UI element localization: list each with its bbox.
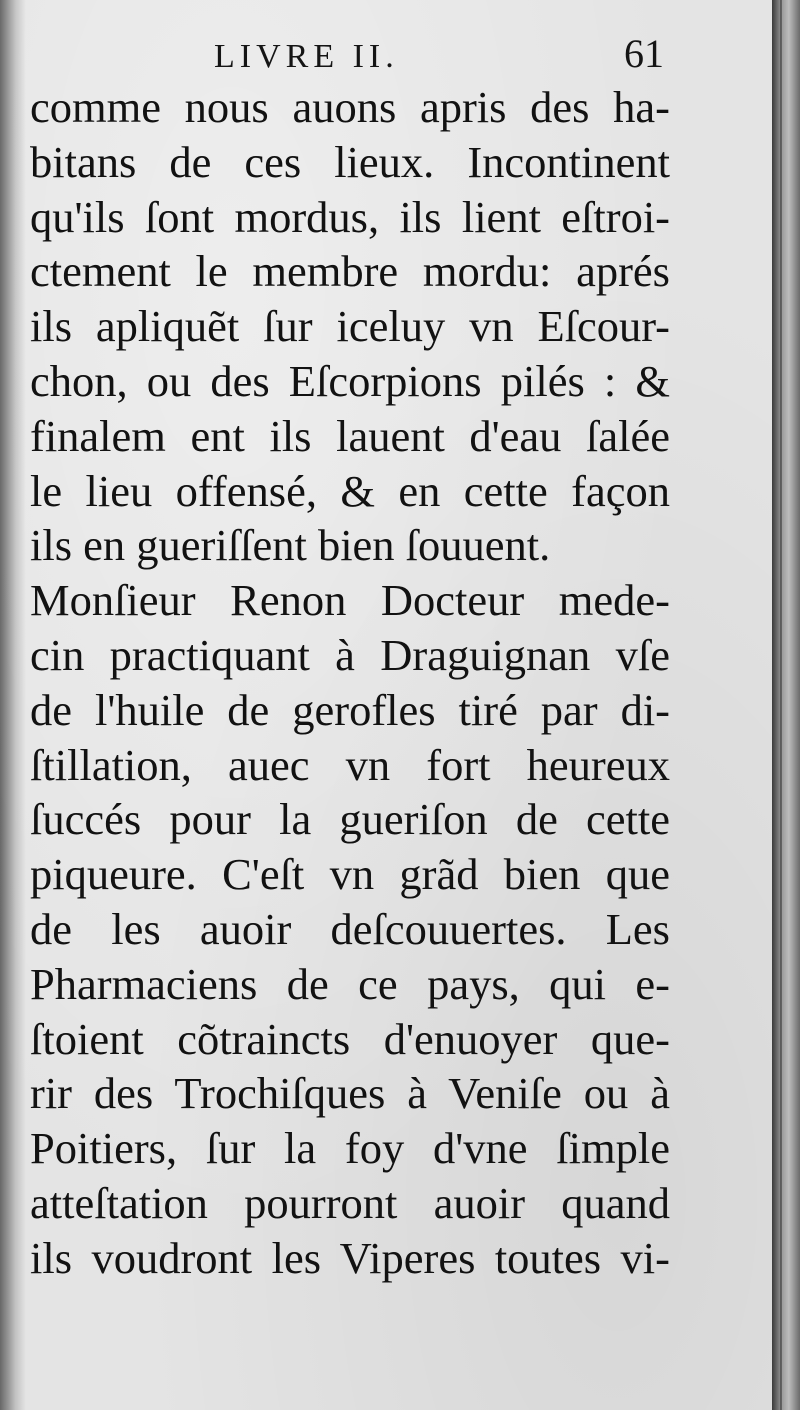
text-line: atteſtation pourront auoir quand (30, 1177, 670, 1228)
running-title: LIVRE II. (214, 38, 399, 75)
text-line: qu'ils ſont mordus, ils lient eſtroi- (30, 191, 670, 242)
text-line: ſuccés pour la gueriſon de cette (30, 794, 670, 845)
text-line: cin practiquant à Draguignan vſe (30, 629, 670, 680)
text-line: ſtillation, auec vn fort heureux (30, 739, 670, 790)
text-line: ils apliquẽt ſur iceluy vn Eſcour- (30, 301, 670, 352)
text-line: de les auoir deſcouuertes. Les (30, 903, 670, 954)
text-line: finalem ent ils lauent d'eau ſalée (30, 410, 670, 461)
text-line: le lieu offensé, & en cette façon (30, 465, 670, 516)
text-line: ils voudront les Viperes toutes vi- (30, 1232, 670, 1283)
text-line: Poitiers, ſur la foy d'vne ſimple (30, 1123, 670, 1174)
text-line: comme nous auons apris des ha- (30, 82, 670, 132)
text-line: ils en gueriſſent bien ſouuent. (30, 520, 551, 571)
page-header (30, 30, 670, 86)
text-line: ſtoient cõtraincts d'enuoyer que- (30, 1013, 670, 1064)
text-line: piqueure. C'eſt vn grãd bien que (30, 849, 670, 900)
text-line: rir des Trochiſques à Veniſe ou à (30, 1068, 670, 1119)
text-line: bitans de ces lieux. Incontinent (30, 136, 670, 187)
text-line: Pharmaciens de ce pays, qui e- (30, 958, 670, 1009)
page-edge (772, 0, 800, 1410)
text-line: ctement le membre mordu: aprés (30, 246, 670, 297)
text-line: de l'huile de gerofles tiré par di- (30, 684, 670, 735)
text-line: chon, ou des Eſcorpions pilés : & (30, 355, 670, 406)
body-text (30, 80, 670, 1286)
page-number: 61 (624, 31, 664, 76)
gutter-shadow (0, 0, 26, 1410)
text-line: Monſieur Renon Docteur mede- (30, 575, 670, 626)
